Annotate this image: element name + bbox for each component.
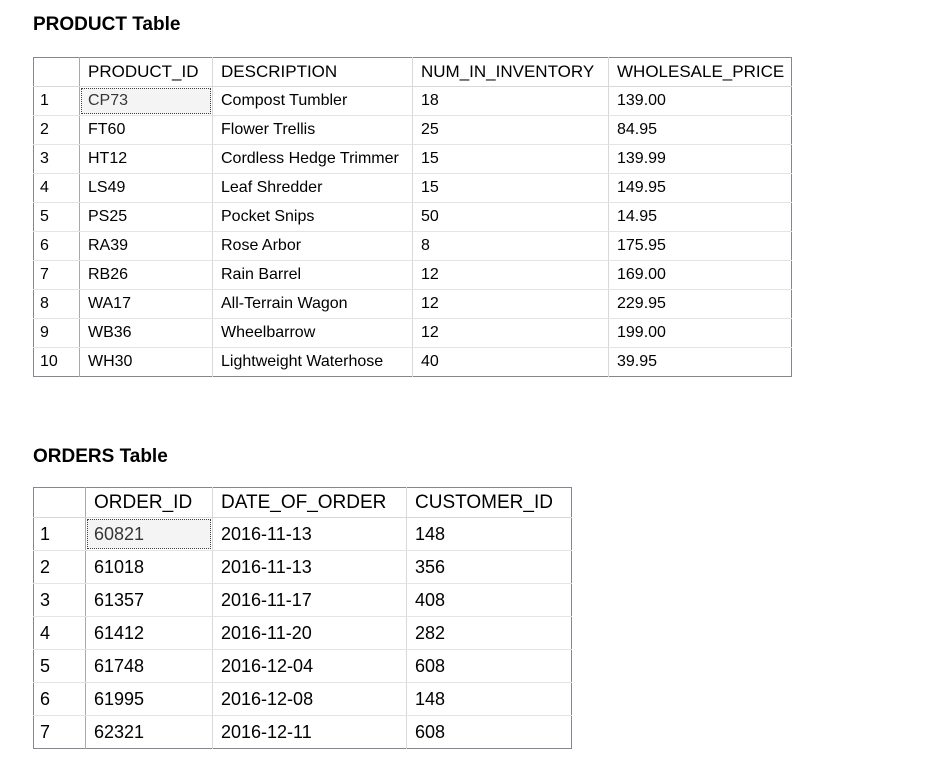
date-of-order-cell[interactable]: 2016-12-08 [213, 683, 407, 716]
product-results-grid [33, 57, 792, 377]
header-row [34, 488, 572, 518]
row-number-cell: 2 [34, 116, 80, 145]
description-cell[interactable]: Compost Tumbler [213, 87, 413, 116]
wholesale-price-cell[interactable]: 14.95 [609, 203, 792, 232]
row-number-cell: 1 [34, 518, 86, 551]
date-of-order-cell[interactable]: 2016-11-13 [213, 551, 407, 584]
table-row[interactable] [34, 319, 792, 348]
table-row[interactable] [34, 551, 572, 584]
wholesale-price-cell[interactable]: 139.99 [609, 145, 792, 174]
order-id-cell[interactable]: 60821 [86, 518, 213, 551]
row-number-cell: 9 [34, 319, 80, 348]
wholesale-price-cell[interactable]: 149.95 [609, 174, 792, 203]
product-id-cell[interactable]: PS25 [80, 203, 213, 232]
column-header-product-id[interactable]: PRODUCT_ID [80, 58, 213, 87]
table-row[interactable] [34, 584, 572, 617]
row-number-cell: 4 [34, 174, 80, 203]
row-number-header [34, 58, 80, 87]
date-of-order-cell[interactable]: 2016-11-13 [213, 518, 407, 551]
num-in-inventory-cell[interactable]: 12 [413, 319, 609, 348]
table-row[interactable] [34, 617, 572, 650]
description-cell[interactable]: Lightweight Waterhose [213, 348, 413, 377]
row-number-cell: 10 [34, 348, 80, 377]
row-number-cell: 1 [34, 87, 80, 116]
wholesale-price-cell[interactable]: 169.00 [609, 261, 792, 290]
date-of-order-cell[interactable]: 2016-11-20 [213, 617, 407, 650]
num-in-inventory-cell[interactable]: 15 [413, 174, 609, 203]
product-id-cell[interactable]: WH30 [80, 348, 213, 377]
product-id-cell[interactable]: WB36 [80, 319, 213, 348]
column-header-customer-id[interactable]: CUSTOMER_ID [407, 488, 572, 518]
row-number-cell: 6 [34, 683, 86, 716]
description-cell[interactable]: Rose Arbor [213, 232, 413, 261]
table-row[interactable] [34, 261, 792, 290]
wholesale-price-cell[interactable]: 39.95 [617, 353, 658, 370]
customer-id-cell[interactable]: 148 [407, 683, 572, 716]
table-row[interactable] [34, 290, 792, 319]
wholesale-price-cell[interactable]: 175.95 [609, 232, 792, 261]
table-row[interactable] [34, 683, 572, 716]
product-id-cell[interactable]: CP73 [80, 87, 213, 116]
product-id-cell[interactable]: RB26 [80, 261, 213, 290]
product-id-cell[interactable]: LS49 [80, 174, 213, 203]
row-number-cell: 3 [34, 584, 86, 617]
column-header-date-of-order[interactable]: DATE_OF_ORDER [213, 488, 407, 518]
orders-results-grid [33, 487, 572, 749]
num-in-inventory-cell[interactable]: 18 [413, 87, 609, 116]
table-row[interactable] [34, 232, 792, 261]
num-in-inventory-cell[interactable]: 40 [413, 348, 609, 377]
row-number-cell: 6 [34, 232, 80, 261]
table-row[interactable] [34, 348, 792, 377]
row-number-cell: 3 [34, 145, 80, 174]
customer-id-cell[interactable]: 148 [407, 518, 572, 551]
date-of-order-cell[interactable]: 2016-11-17 [213, 584, 407, 617]
description-cell[interactable]: Leaf Shredder [213, 174, 413, 203]
order-id-cell[interactable]: 61412 [86, 617, 213, 650]
header-row [34, 58, 792, 87]
wholesale-price-cell[interactable]: 229.95 [609, 290, 792, 319]
row-number-cell: 5 [34, 203, 80, 232]
num-in-inventory-cell[interactable]: 8 [413, 232, 609, 261]
row-number-cell: 7 [34, 261, 80, 290]
description-cell[interactable]: Rain Barrel [213, 261, 413, 290]
column-header-order-id[interactable]: ORDER_ID [86, 488, 213, 518]
row-number-header [34, 488, 86, 518]
product-id-cell[interactable]: HT12 [80, 145, 213, 174]
num-in-inventory-cell[interactable]: 12 [413, 290, 609, 319]
num-in-inventory-cell[interactable]: 15 [413, 145, 609, 174]
customer-id-cell[interactable]: 608 [415, 721, 446, 742]
row-number-cell: 8 [34, 290, 80, 319]
wholesale-price-cell[interactable]: 139.00 [609, 87, 792, 116]
order-id-cell[interactable]: 61995 [86, 683, 213, 716]
customer-id-cell[interactable]: 408 [407, 584, 572, 617]
wholesale-price-cell[interactable]: 84.95 [609, 116, 792, 145]
customer-id-cell[interactable]: 608 [407, 650, 572, 683]
customer-id-cell[interactable]: 356 [407, 551, 572, 584]
order-id-cell[interactable]: 61018 [86, 551, 213, 584]
table-row[interactable] [34, 174, 792, 203]
table-row[interactable] [34, 716, 572, 749]
description-cell[interactable]: Flower Trellis [213, 116, 413, 145]
num-in-inventory-cell[interactable]: 50 [413, 203, 609, 232]
table-row[interactable] [34, 518, 572, 551]
table-row[interactable] [34, 650, 572, 683]
product-id-cell[interactable]: FT60 [80, 116, 213, 145]
column-header-num-in-inventory[interactable]: NUM_IN_INVENTORY [413, 58, 609, 87]
description-cell[interactable]: Wheelbarrow [213, 319, 413, 348]
row-number-cell: 2 [34, 551, 86, 584]
table-row[interactable] [34, 145, 792, 174]
customer-id-cell[interactable]: 282 [407, 617, 572, 650]
table-row[interactable] [34, 116, 792, 145]
wholesale-price-cell[interactable]: 199.00 [609, 319, 792, 348]
num-in-inventory-cell[interactable]: 12 [413, 261, 609, 290]
description-cell[interactable]: All-Terrain Wagon [213, 290, 413, 319]
column-header-description[interactable]: DESCRIPTION [213, 58, 413, 87]
column-header-wholesale-price[interactable]: WHOLESALE_PRICE [609, 58, 792, 87]
table-row[interactable] [34, 87, 792, 116]
description-cell[interactable]: Pocket Snips [213, 203, 413, 232]
product-id-cell[interactable]: WA17 [80, 290, 213, 319]
date-of-order-cell[interactable]: 2016-12-11 [213, 716, 407, 749]
product-table-title: PRODUCT Table [33, 14, 181, 35]
order-id-cell[interactable]: 61748 [86, 650, 213, 683]
row-number-cell: 4 [34, 617, 86, 650]
row-number-cell: 5 [34, 650, 86, 683]
order-id-cell[interactable]: 62321 [86, 716, 213, 749]
table-row[interactable] [34, 203, 792, 232]
order-id-cell[interactable]: 61357 [86, 584, 213, 617]
num-in-inventory-cell[interactable]: 25 [413, 116, 609, 145]
row-number-cell: 7 [34, 716, 86, 749]
description-cell[interactable]: Cordless Hedge Trimmer [213, 145, 413, 174]
orders-table-title: ORDERS Table [33, 446, 168, 467]
date-of-order-cell[interactable]: 2016-12-04 [213, 650, 407, 683]
product-id-cell[interactable]: RA39 [80, 232, 213, 261]
